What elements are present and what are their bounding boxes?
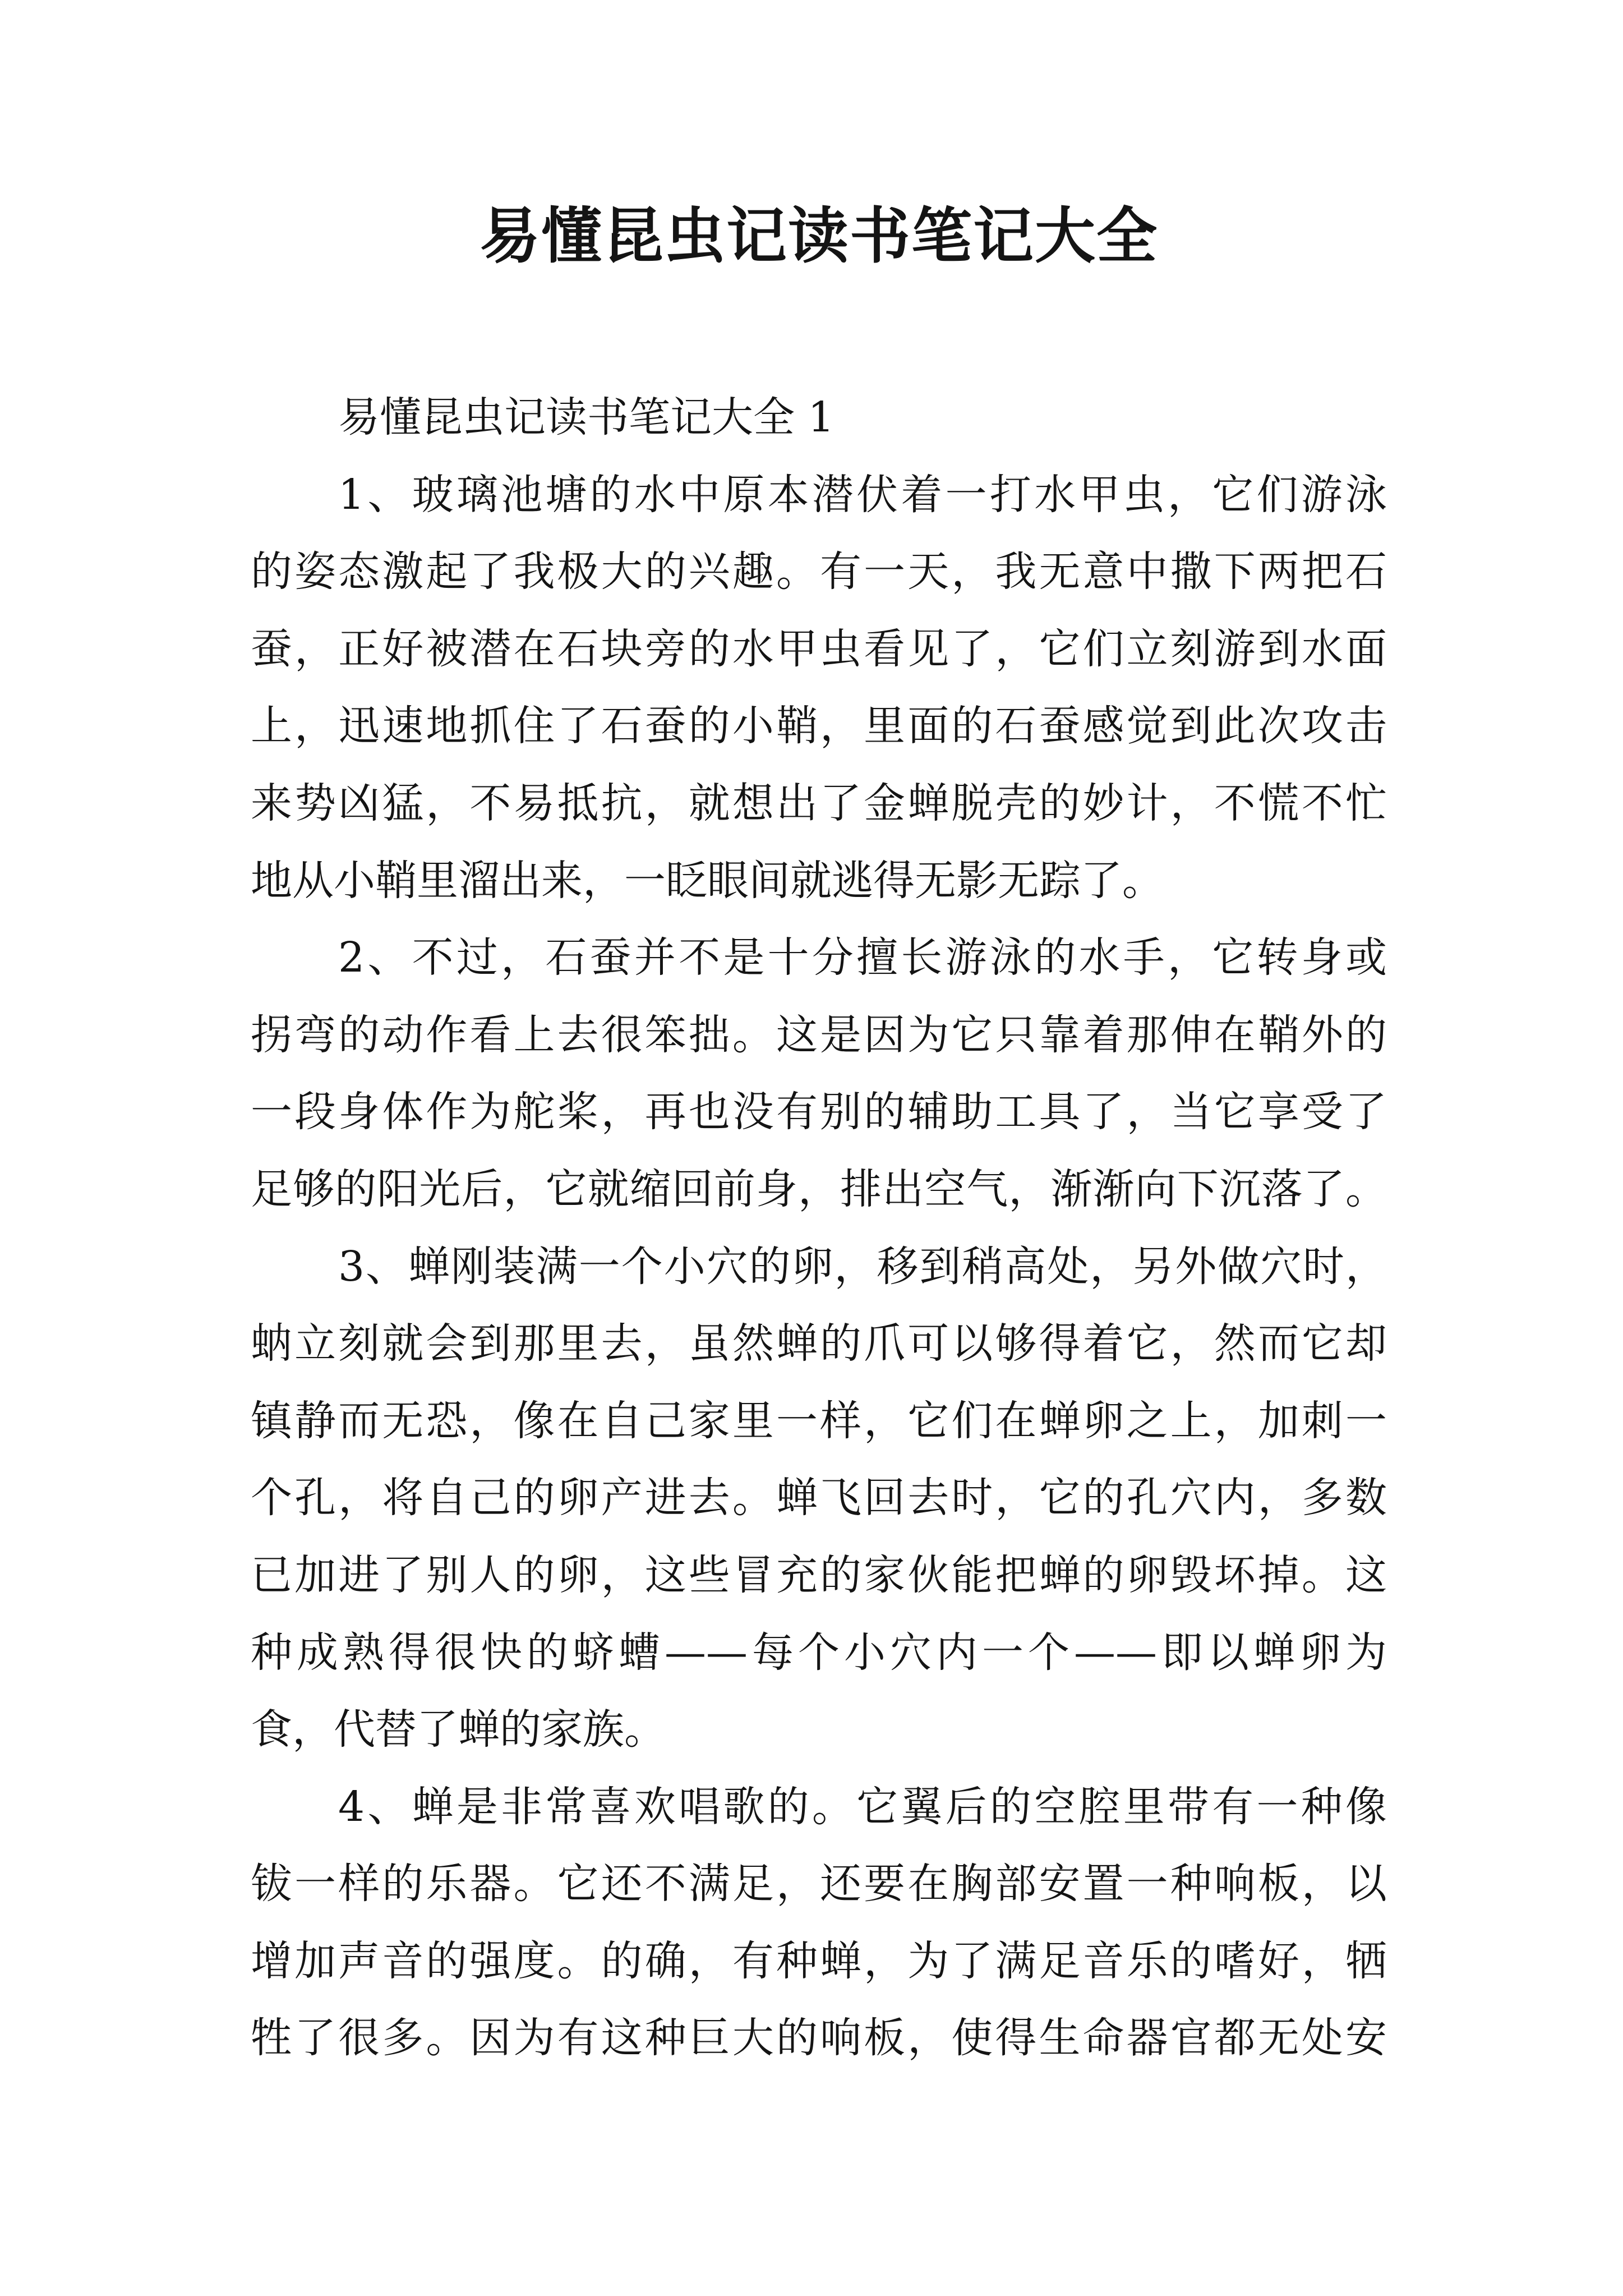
- paragraph-line: 一段身体作为舵桨，再也没有别的辅助工具了，当它享受了: [251, 1088, 1387, 1137]
- paragraph-line: 4、蝉是非常喜欢唱歌的。它翼后的空腔里带有一种像: [338, 1782, 1387, 1831]
- paragraph-line: 蚋立刻就会到那里去，虽然蝉的爪可以够得着它，然而它却: [251, 1319, 1387, 1368]
- paragraph-line: 来势凶猛，不易抵抗，就想出了金蝉脱壳的妙计，不慌不忙: [251, 779, 1387, 827]
- paragraph-line: 地从小鞘里溜出来，一眨眼间就逃得无影无踪了。: [251, 856, 1164, 905]
- paragraph-line: 牲了很多。因为有这种巨大的响板，使得生命器官都无处安: [251, 2014, 1387, 2063]
- paragraph-line: 蚕，正好被潜在石块旁的水甲虫看见了，它们立刻游到水面: [251, 624, 1387, 673]
- paragraph-3: [251, 1228, 1387, 1769]
- paragraph-1: [251, 457, 1387, 920]
- paragraph-line: 的姿态激起了我极大的兴趣。有一天，我无意中撒下两把石: [251, 547, 1387, 596]
- paragraph-line: 已加进了别人的卵，这些冒充的家伙能把蝉的卵毁坏掉。这: [251, 1550, 1387, 1599]
- paragraph-line: 上，迅速地抓住了石蚕的小鞘，里面的石蚕感觉到此次攻击: [251, 702, 1387, 751]
- paragraph-line: 镇静而无恐，像在自己家里一样，它们在蝉卵之上，加刺一: [251, 1396, 1387, 1445]
- paragraph-line: 足够的阳光后，它就缩回前身，排出空气，渐渐向下沉落了。: [251, 1165, 1387, 1213]
- paragraph-line: 3、蝉刚装满一个小穴的卵，移到稍高处，另外做穴时，: [338, 1242, 1387, 1291]
- document-body: [251, 379, 1387, 2077]
- paragraph-line: 1、玻璃池塘的水中原本潜伏着一打水甲虫，它们游泳: [338, 470, 1387, 519]
- paragraph-2: [251, 919, 1387, 1228]
- paragraph-line: 钹一样的乐器。它还不满足，还要在胸部安置一种响板，以: [251, 1860, 1387, 1908]
- paragraph-line: 2、不过，石蚕并不是十分擅长游泳的水手，它转身或: [338, 933, 1387, 982]
- paragraph-line: 食，代替了蝉的家族。: [251, 1705, 666, 1754]
- section-heading: 易懂昆虫记读书笔记大全 1: [338, 393, 834, 441]
- paragraph-line: 种成熟得很快的蛴螬——每个小穴内一个——即以蝉卵为: [251, 1628, 1387, 1677]
- paragraph-4: [251, 1769, 1387, 2077]
- document-title: 易懂昆虫记读书笔记大全: [479, 201, 1158, 272]
- paragraph-line: 拐弯的动作看上去很笨拙。这是因为它只靠着那伸在鞘外的: [251, 1010, 1387, 1059]
- paragraph-line: 个孔，将自己的卵产进去。蝉飞回去时，它的孔穴内，多数: [251, 1474, 1387, 1522]
- paragraph-line: 增加声音的强度。的确，有种蝉，为了满足音乐的嗜好，牺: [251, 1936, 1387, 1985]
